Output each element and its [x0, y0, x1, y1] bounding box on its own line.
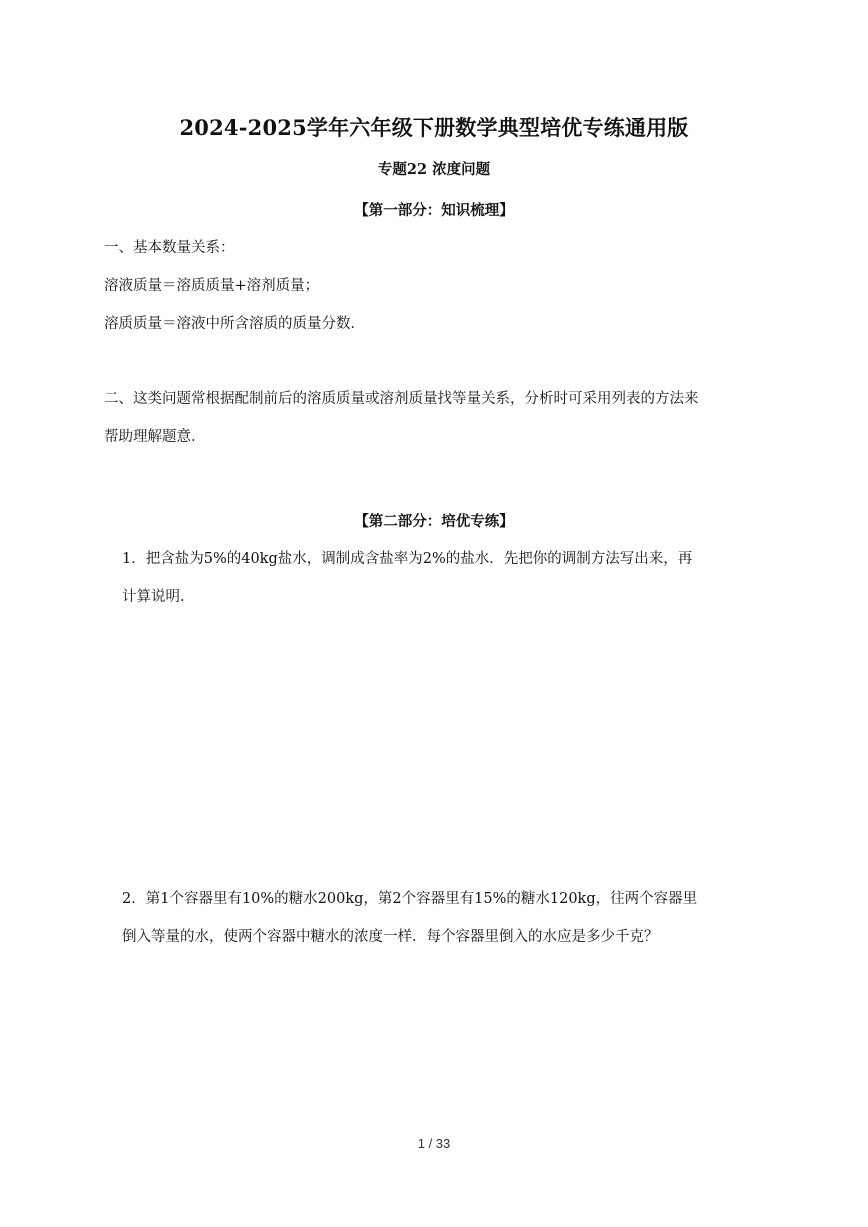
question-2-line1: 2．第1个容器里有10%的糖水200kg，第2个容器里有15%的糖水120kg，往两个容器里 [122, 891, 698, 907]
part1-heading: 【第一部分：知识梳理】 [354, 202, 514, 219]
document-title: 2024-2025学年六年级下册数学典型培优专练通用版 [179, 115, 689, 140]
question-1-line2: 计算说明． [122, 589, 195, 605]
part2-heading: 【第二部分：培优专练】 [354, 513, 514, 530]
page-indicator: 1 / 33 [417, 1136, 451, 1151]
part1-item1-heading: 一、基本数量关系： [104, 240, 235, 256]
part1-item1-line1: 溶液质量＝溶质质量+溶剂质量； [104, 278, 320, 294]
part1-item2-line2: 帮助理解题意． [104, 429, 206, 445]
part1-item1-line2: 溶质质量＝溶液中所含溶质的质量分数． [104, 316, 365, 332]
question-2-line2: 倒入等量的水，使两个容器中糖水的浓度一样．每个容器里倒入的水应是多少千克？ [122, 929, 659, 945]
question-1-line1: 1．把含盐为5%的40kg盐水，调制成含盐率为2%的盐水．先把你的调制方法写出来，再 [122, 551, 693, 567]
part1-item2-line1: 二、这类问题常根据配制前后的溶质质量或溶剂质量找等量关系，分析时可采用列表的方法来 [104, 391, 699, 407]
document-subtitle: 专题22 浓度问题 [377, 161, 491, 178]
